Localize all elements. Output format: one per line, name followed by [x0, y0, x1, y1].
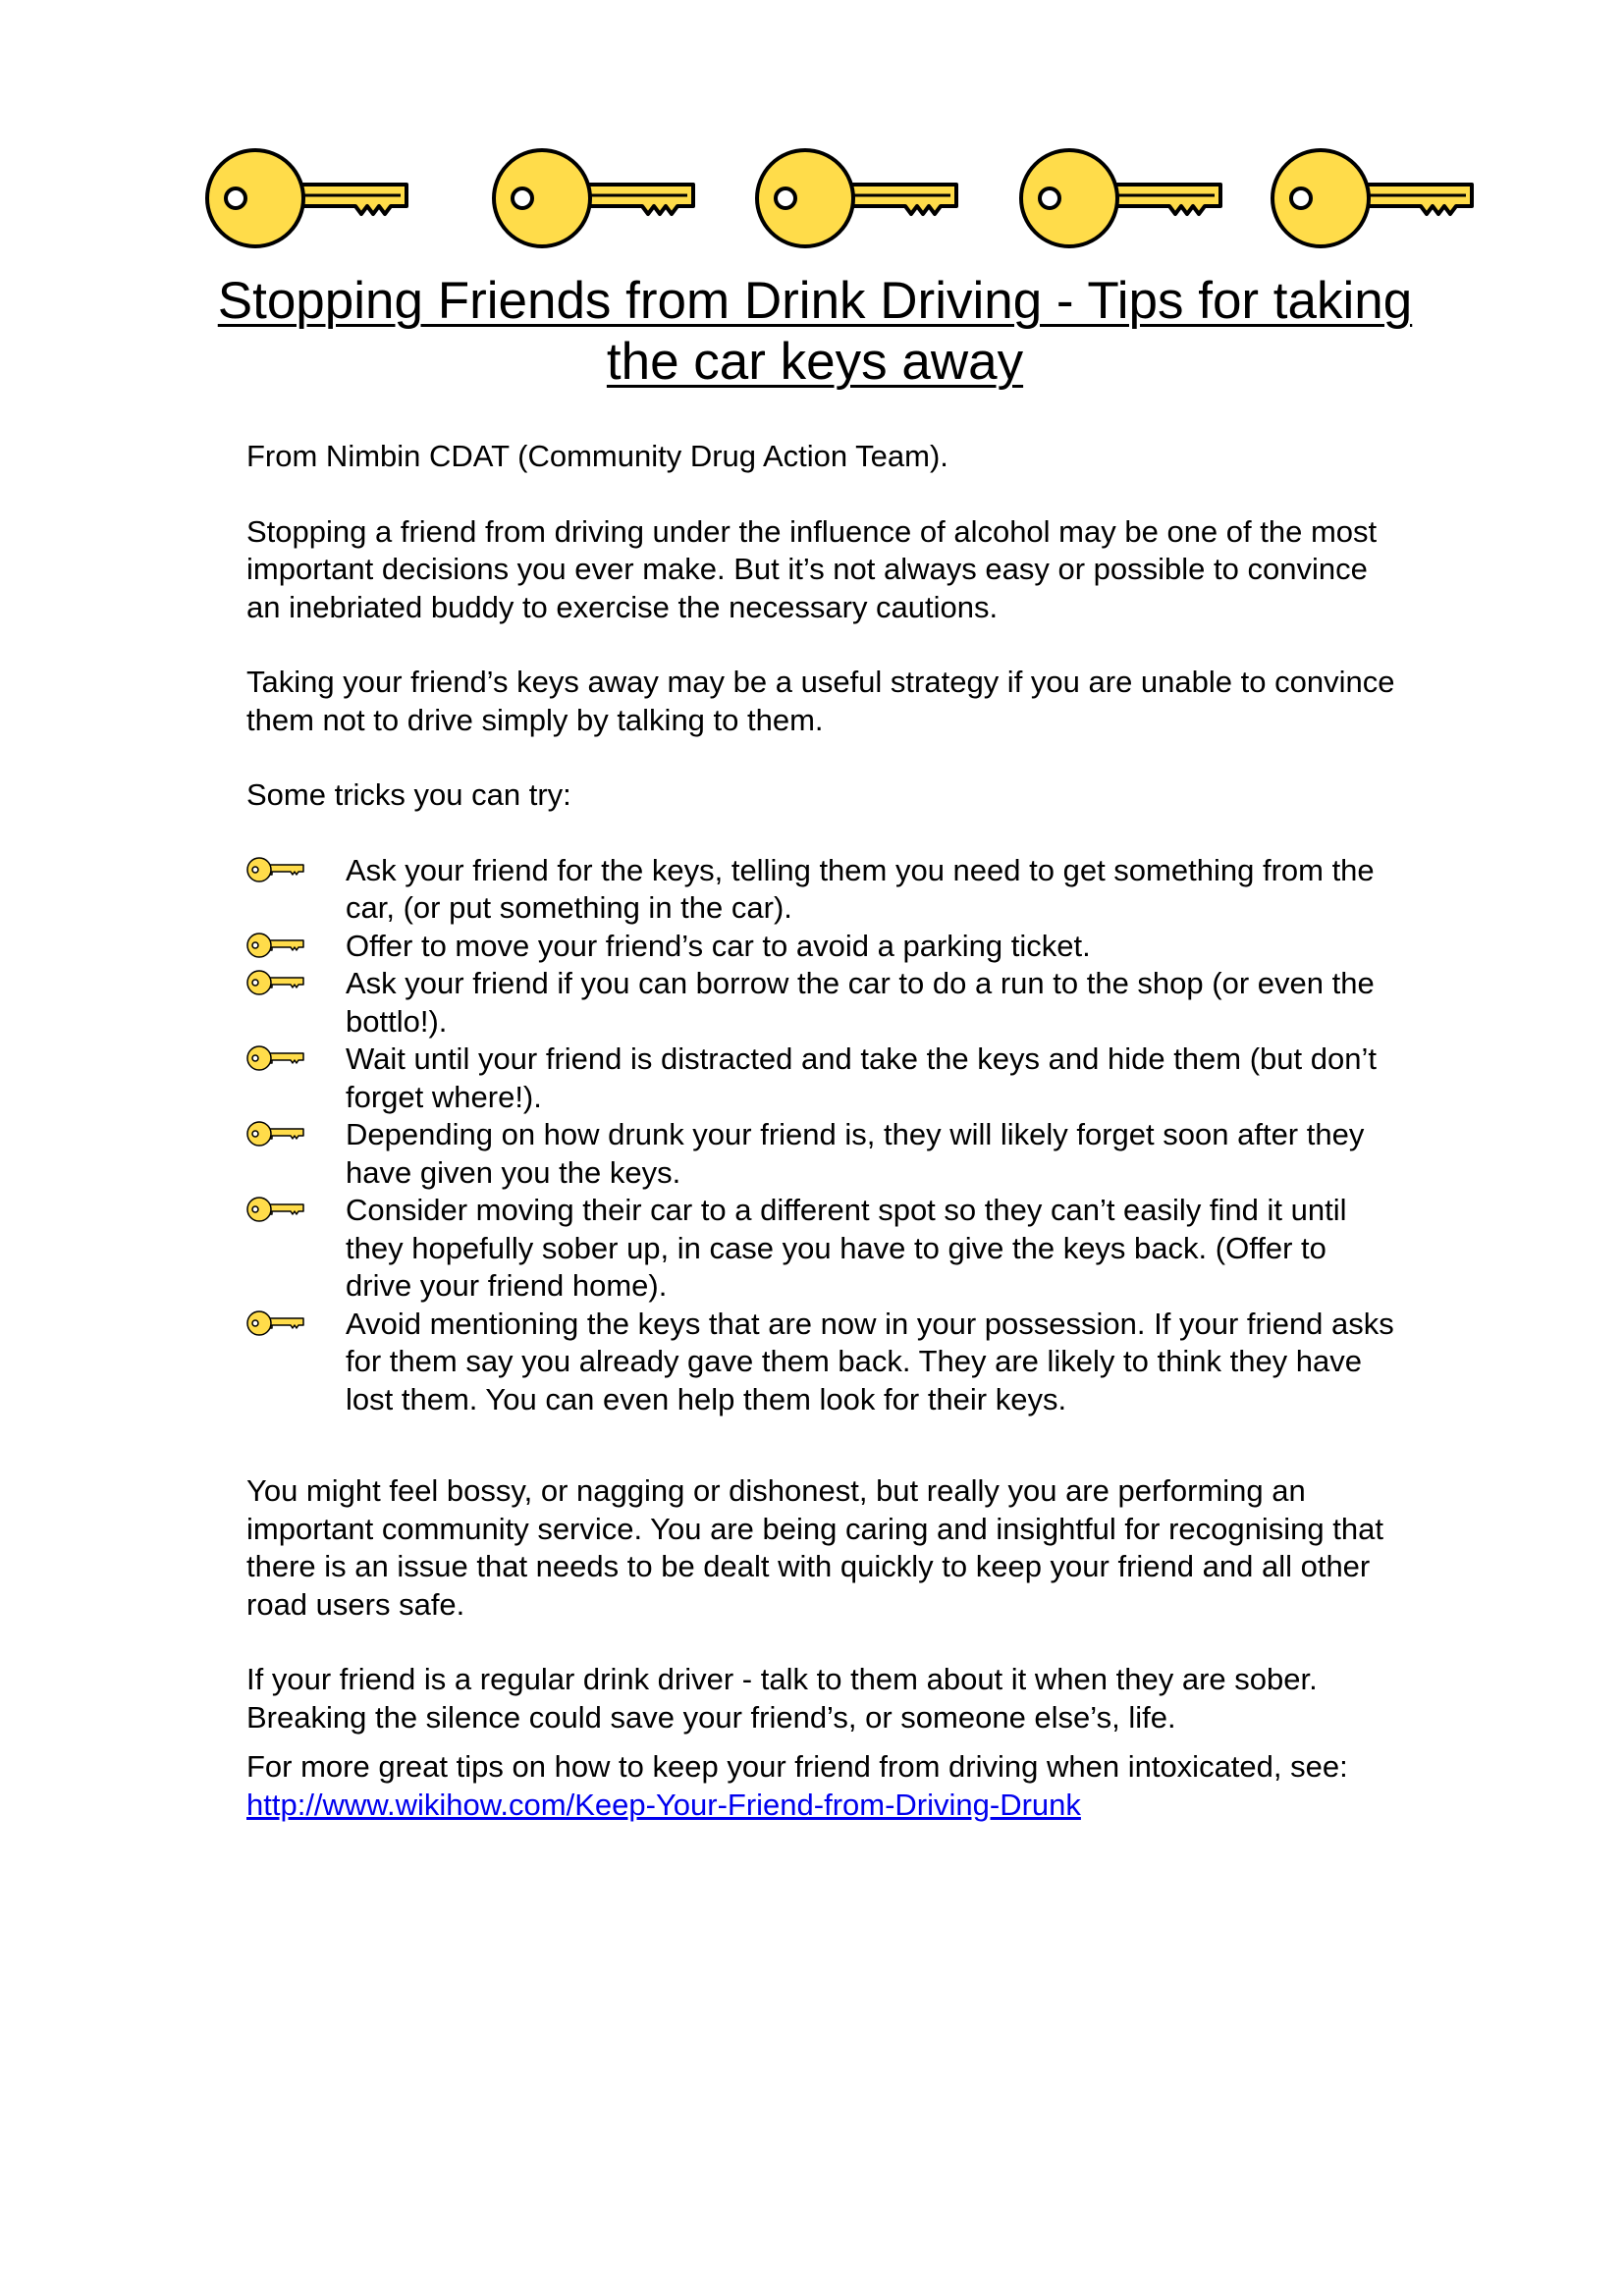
key-icon [491, 145, 697, 251]
intro-paragraph: Stopping a friend from driving under the influence of alcohol may be one of the most important decisions you ever make. But it’s not always easy or possible to convince an inebriated buddy to exercise the necessary cautions. [246, 513, 1378, 624]
community-service-paragraph: You might feel bossy, or nagging or dishonest, but really you are performing an important community service. You are being caring and insightful for recognising that there is an issue that needs to be dealt with quickly to keep your friend and all other road users safe. [246, 1473, 1383, 1622]
page-title: Stopping Friends from Drink Driving - Tips for taking the car keys away [217, 272, 1413, 391]
keys-strategy-paragraph: Taking your friend’s keys away may be a useful strategy if you are unable to convince them not to drive simply by talking to them. [246, 665, 1395, 737]
tip-text: Ask your friend if you can borrow the car to do a run to the shop (or even the bottlo!). [346, 966, 1375, 1039]
key-icon [1270, 145, 1476, 251]
wikihow-link[interactable]: http://www.wikihow.com/Keep-Your-Friend-from-Driving-Drunk [246, 1787, 1081, 1822]
regular-driver-paragraph: If your friend is a regular drink driver - talk to them about it when they are sober. Breaking the silence could save your friend’s, or someone else’s, life. [246, 1662, 1318, 1735]
tricks-intro: Some tricks you can try: [246, 777, 571, 812]
key-icon [754, 145, 960, 251]
tip-text: Depending on how drunk your friend is, they will likely forget soon after they have given you the keys. [346, 1117, 1365, 1190]
more-tips-text: For more great tips on how to keep your friend from driving when intoxicated, see: [246, 1749, 1348, 1784]
tips-list [246, 852, 1395, 1419]
tip-text: Avoid mentioning the keys that are now in your possession. If your friend asks for them say you already gave them back. They are likely to think they have lost them. You can even help them look for their keys. [346, 1306, 1394, 1416]
header-key-row [0, 0, 1624, 275]
more-tips-paragraph [246, 1748, 1395, 1824]
key-icon [204, 145, 410, 251]
key-icon [246, 968, 305, 997]
key-icon [246, 855, 305, 884]
source-line: From Nimbin CDAT (Community Drug Action Team). [246, 439, 948, 473]
key-icon [246, 931, 305, 960]
key-icon [1018, 145, 1224, 251]
list-item [246, 928, 1395, 966]
tip-text: Offer to move your friend’s car to avoid a parking ticket. [346, 928, 1091, 963]
list-item [246, 1192, 1395, 1306]
list-item [246, 852, 1395, 928]
document-body [246, 438, 1395, 1824]
list-item [246, 1041, 1395, 1116]
list-item [246, 1306, 1395, 1419]
tip-text: Consider moving their car to a different spot so they can’t easily find it until they hopefully sober up, in case you have to give the keys back. (Offer to drive your friend home). [346, 1193, 1347, 1303]
tip-text: Wait until your friend is distracted and take the keys and hide them (but don’t forget where!). [346, 1041, 1377, 1114]
key-icon [246, 1308, 305, 1338]
key-icon [246, 1195, 305, 1224]
list-item [246, 965, 1395, 1041]
list-item [246, 1116, 1395, 1192]
tip-text: Ask your friend for the keys, telling them you need to get something from the car, (or put something in the car). [346, 852, 1375, 925]
key-icon [246, 1043, 305, 1073]
key-icon [246, 1119, 305, 1148]
